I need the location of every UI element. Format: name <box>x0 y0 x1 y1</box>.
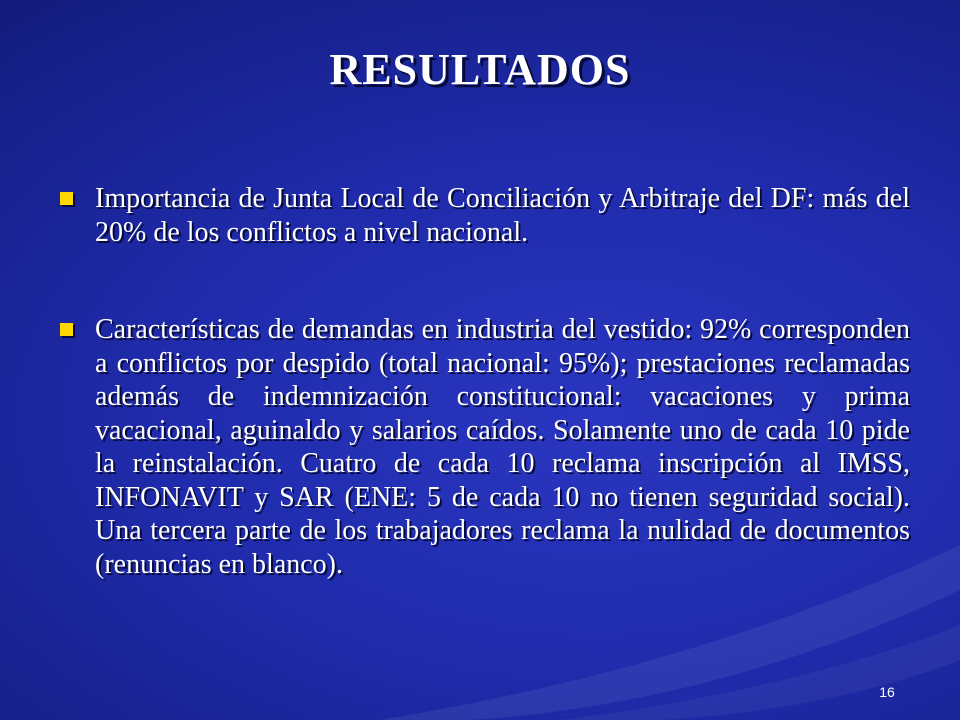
bullet-item <box>60 313 910 581</box>
bullet-text: Importancia de Junta Local de Conciliación y Arbitraje del DF: más del 20% de los conflictos a nivel nacional. <box>95 183 910 248</box>
slide-title: RESULTADOS <box>329 45 631 94</box>
square-bullet-icon <box>60 323 73 336</box>
bullet-item <box>60 182 910 249</box>
bullet-text: Características de demandas en industria del vestido: 92% corresponden a conflictos por despido (total nacional: 95%); prestaciones reclamadas además de indemnización constitucional: vacaciones y prima vacacional, aguinaldo y salarios caídos. Solamente uno de cada 10 pide la reinstalación. Cuatro de cada 10 reclama inscripción al IMSS, INFONAVIT y SAR (ENE: 5 de cada 10 no tienen seguridad social). Una tercera parte de los trabajadores reclama la nulidad de documentos (renuncias en blanco). <box>95 314 910 580</box>
square-bullet-icon <box>60 192 73 205</box>
page-number: 16 <box>879 684 895 700</box>
